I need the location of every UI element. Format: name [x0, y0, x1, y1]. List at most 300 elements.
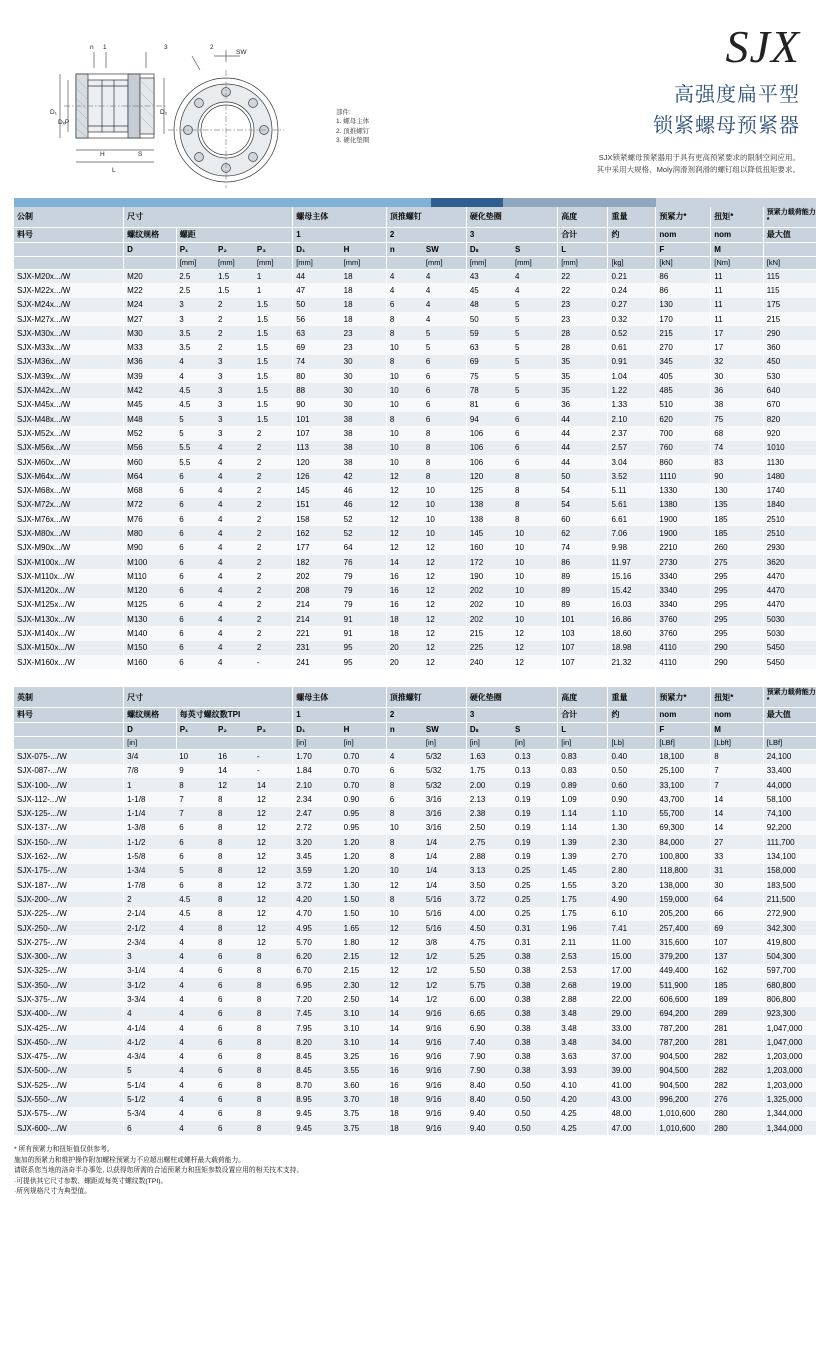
- table-cell: 405: [656, 369, 711, 383]
- table-cell: 107: [558, 641, 608, 655]
- table-cell: 3.48: [558, 1007, 608, 1021]
- metric-part-number: SJX-M90x.../W: [14, 541, 124, 555]
- table-cell: 806,800: [763, 992, 816, 1006]
- table-cell: 3.13: [466, 864, 512, 878]
- metric-sub-nom-m: nom: [711, 227, 764, 242]
- table-cell: 12: [386, 512, 423, 526]
- table-cell: 10: [423, 512, 466, 526]
- table-cell: M39: [124, 369, 177, 383]
- table-cell: 4.90: [608, 892, 656, 906]
- table-cell: 2.88: [558, 992, 608, 1006]
- table-cell: 2.34: [293, 792, 341, 806]
- table-cell: 7.90: [466, 1064, 512, 1078]
- table-row[interactable]: [14, 821, 816, 835]
- table-cell: 7.41: [608, 921, 656, 935]
- table-cell: 69: [466, 355, 512, 369]
- table-row[interactable]: [14, 978, 816, 992]
- drawing-label-2: 2: [210, 44, 214, 51]
- table-cell: 2: [124, 892, 177, 906]
- footnote-line: 请联系您当地的洛奇半办事处, 以获得您所需的合适预紧力和扭矩参数设置应用的相关技术支持。: [14, 1167, 304, 1175]
- table-row[interactable]: [14, 426, 816, 440]
- imperial-unit-F: [LBf]: [656, 736, 711, 749]
- table-cell: 12: [254, 835, 293, 849]
- table-row[interactable]: [14, 764, 816, 778]
- table-row[interactable]: [14, 469, 816, 483]
- imperial-part-number: SJX-600-.../W: [14, 1121, 124, 1135]
- table-cell: 1.70: [293, 749, 341, 763]
- table-cell: 100,800: [656, 849, 711, 863]
- table-cell: 44: [558, 441, 608, 455]
- table-cell: 6.00: [466, 992, 512, 1006]
- table-cell: 1.45: [558, 864, 608, 878]
- table-row[interactable]: [14, 298, 816, 312]
- table-cell: 276: [711, 1092, 764, 1106]
- table-cell: 208: [293, 584, 341, 598]
- table-cell: 39.00: [608, 1064, 656, 1078]
- table-cell: 8: [386, 849, 423, 863]
- table-cell: 8: [254, 1007, 293, 1021]
- table-row[interactable]: [14, 283, 816, 297]
- table-cell: 4.25: [558, 1107, 608, 1121]
- imperial-group-weight: 重量: [608, 687, 656, 707]
- table-cell: 4470: [763, 584, 816, 598]
- table-cell: 11: [711, 298, 764, 312]
- table-cell: 8.40: [466, 1078, 512, 1092]
- table-cell: 56: [293, 312, 341, 326]
- table-row[interactable]: [14, 1078, 816, 1092]
- table-cell: 6: [215, 1092, 254, 1106]
- table-cell: 1.30: [341, 878, 387, 892]
- drawing-label-sw: SW: [236, 49, 247, 56]
- table-cell: 3340: [656, 569, 711, 583]
- table-row[interactable]: [14, 641, 816, 655]
- table-cell: 202: [293, 569, 341, 583]
- table-cell: -: [254, 749, 293, 763]
- imperial-part-number: SJX-112-.../W: [14, 792, 124, 806]
- table-cell: 17.00: [608, 964, 656, 978]
- table-row[interactable]: [14, 569, 816, 583]
- table-cell: 1.84: [293, 764, 341, 778]
- table-row[interactable]: [14, 1050, 816, 1064]
- table-cell: 1/2: [423, 964, 466, 978]
- table-cell: 8: [215, 878, 254, 892]
- metric-group-weight: 重量: [608, 207, 656, 227]
- table-row[interactable]: [14, 1035, 816, 1049]
- metric-part-number: SJX-M125x.../W: [14, 598, 124, 612]
- table-cell: M56: [124, 441, 177, 455]
- table-cell: 3: [215, 426, 254, 440]
- imperial-part-number: SJX-450-.../W: [14, 1035, 124, 1049]
- table-cell: 4: [215, 441, 254, 455]
- table-cell: 10: [512, 584, 558, 598]
- table-cell: 1.10: [608, 807, 656, 821]
- imperial-unit-S: [in]: [512, 736, 558, 749]
- metric-part-number: SJX-M60x.../W: [14, 455, 124, 469]
- table-cell: 4.10: [558, 1078, 608, 1092]
- table-cell: 0.70: [341, 749, 387, 763]
- table-cell: 2210: [656, 541, 711, 555]
- table-cell: 7.95: [293, 1021, 341, 1035]
- imperial-sub-max: 最大值: [763, 707, 816, 722]
- table-cell: 6: [215, 1035, 254, 1049]
- table-cell: 694,200: [656, 1007, 711, 1021]
- table-cell: 14: [386, 992, 423, 1006]
- metric-symbol-n: n: [386, 242, 423, 256]
- table-cell: 10: [386, 340, 423, 354]
- table-row[interactable]: [14, 921, 816, 935]
- table-cell: 0.95: [341, 807, 387, 821]
- table-cell: 9/16: [423, 1021, 466, 1035]
- table-cell: 215: [763, 312, 816, 326]
- table-cell: 1.75: [558, 907, 608, 921]
- table-cell: 4: [215, 555, 254, 569]
- table-cell: 280: [711, 1107, 764, 1121]
- table-cell: 5/32: [423, 749, 466, 763]
- table-cell: 530: [763, 369, 816, 383]
- table-cell: 10: [386, 398, 423, 412]
- table-cell: 1,010,600: [656, 1107, 711, 1121]
- table-cell: 2.10: [293, 778, 341, 792]
- table-cell: 145: [293, 483, 341, 497]
- table-cell: 2.38: [466, 807, 512, 821]
- table-cell: 20: [386, 641, 423, 655]
- table-row[interactable]: [14, 1021, 816, 1035]
- table-cell: 3: [215, 383, 254, 397]
- table-cell: M120: [124, 584, 177, 598]
- table-cell: 8: [423, 426, 466, 440]
- table-cell: 0.19: [512, 821, 558, 835]
- table-cell: 1.20: [341, 849, 387, 863]
- table-cell: 50: [293, 298, 341, 312]
- table-cell: 485: [656, 383, 711, 397]
- table-cell: 7.40: [466, 1035, 512, 1049]
- imperial-group-torque: 扭矩*: [711, 687, 764, 707]
- table-cell: 282: [711, 1078, 764, 1092]
- table-row[interactable]: [14, 612, 816, 626]
- table-row[interactable]: [14, 992, 816, 1006]
- table-row[interactable]: [14, 269, 816, 283]
- table-row[interactable]: [14, 441, 816, 455]
- table-cell: 43.00: [608, 1092, 656, 1106]
- imperial-group-load-capacity: 预紧力载荷能力*: [763, 687, 816, 707]
- table-row[interactable]: [14, 498, 816, 512]
- table-row[interactable]: [14, 455, 816, 469]
- table-cell: 48.00: [608, 1107, 656, 1121]
- table-cell: 64: [711, 892, 764, 906]
- table-cell: 4.50: [466, 921, 512, 935]
- table-cell: 16: [215, 749, 254, 763]
- table-cell: 1-5/8: [124, 849, 177, 863]
- table-cell: M36: [124, 355, 177, 369]
- table-row[interactable]: [14, 792, 816, 806]
- table-cell: 860: [656, 455, 711, 469]
- table-cell: 2.13: [466, 792, 512, 806]
- table-cell: 12: [423, 612, 466, 626]
- table-cell: 511,900: [656, 978, 711, 992]
- table-cell: 9/16: [423, 1107, 466, 1121]
- table-cell: 4.20: [293, 892, 341, 906]
- table-cell: 12: [423, 541, 466, 555]
- table-cell: 18: [386, 1092, 423, 1106]
- table-cell: 8.45: [293, 1050, 341, 1064]
- table-cell: 1: [124, 778, 177, 792]
- table-cell: 2: [254, 483, 293, 497]
- table-cell: 79: [341, 584, 387, 598]
- table-row[interactable]: [14, 655, 816, 669]
- metric-symbol-D1: D₁: [293, 242, 341, 256]
- table-cell: 1.14: [558, 807, 608, 821]
- table-cell: 2.50: [341, 992, 387, 1006]
- table-cell: 345: [656, 355, 711, 369]
- table-cell: 1.50: [341, 892, 387, 906]
- imperial-symbol-n: n: [386, 722, 423, 736]
- table-row[interactable]: [14, 626, 816, 640]
- table-cell: 17: [711, 340, 764, 354]
- table-cell: 92,200: [763, 821, 816, 835]
- table-cell: 787,200: [656, 1021, 711, 1035]
- imperial-part-number: SJX-500-.../W: [14, 1064, 124, 1078]
- table-cell: 1.96: [558, 921, 608, 935]
- table-cell: 31: [711, 864, 764, 878]
- table-cell: 19.00: [608, 978, 656, 992]
- table-row[interactable]: [14, 555, 816, 569]
- table-row[interactable]: [14, 907, 816, 921]
- table-row[interactable]: [14, 512, 816, 526]
- table-cell: 2: [254, 498, 293, 512]
- table-row[interactable]: [14, 1064, 816, 1078]
- product-description-line-2: 其中采用大规格、Moly润滑剂润滑的螺钉组以降低扭矩要求。: [596, 165, 800, 174]
- table-cell: 12: [386, 498, 423, 512]
- metric-part-number: SJX-M36x.../W: [14, 355, 124, 369]
- table-row[interactable]: [14, 483, 816, 497]
- table-cell: 2.68: [558, 978, 608, 992]
- table-cell: 1,203,000: [763, 1050, 816, 1064]
- table-row[interactable]: [14, 835, 816, 849]
- drawing-label-n: n: [90, 44, 94, 51]
- metric-symbol-P2: P₂: [215, 242, 254, 256]
- table-cell: 0.32: [608, 312, 656, 326]
- table-cell: 54: [558, 483, 608, 497]
- table-cell: 0.38: [512, 978, 558, 992]
- table-cell: 1380: [656, 498, 711, 512]
- table-cell: 11.97: [608, 555, 656, 569]
- table-row[interactable]: [14, 778, 816, 792]
- metric-symbol-SW: SW: [423, 242, 466, 256]
- metric-header-units: [14, 256, 816, 269]
- table-cell: 0.19: [512, 792, 558, 806]
- table-cell: 0.50: [512, 1078, 558, 1092]
- table-cell: 41.00: [608, 1078, 656, 1092]
- table-cell: 95: [341, 655, 387, 669]
- table-cell: 241: [293, 655, 341, 669]
- table-row[interactable]: [14, 849, 816, 863]
- table-cell: 1.5: [254, 298, 293, 312]
- table-cell: 1,047,000: [763, 1035, 816, 1049]
- table-cell: 4: [215, 626, 254, 640]
- metric-part-number: SJX-M52x.../W: [14, 426, 124, 440]
- table-row[interactable]: [14, 1092, 816, 1106]
- table-cell: 12: [254, 849, 293, 863]
- table-cell: 289: [711, 1007, 764, 1021]
- table-cell: 6: [215, 1121, 254, 1135]
- table-row[interactable]: [14, 749, 816, 763]
- table-cell: 0.19: [512, 807, 558, 821]
- table-row[interactable]: [14, 340, 816, 354]
- table-row[interactable]: [14, 807, 816, 821]
- table-cell: 4: [215, 469, 254, 483]
- table-cell: 3/16: [423, 821, 466, 835]
- table-cell: 4: [176, 369, 215, 383]
- metric-part-number: SJX-M120x.../W: [14, 584, 124, 598]
- table-cell: 5.50: [466, 964, 512, 978]
- table-row[interactable]: [14, 1007, 816, 1021]
- table-cell: 162: [711, 964, 764, 978]
- table-row[interactable]: [14, 541, 816, 555]
- table-cell: 18: [386, 1107, 423, 1121]
- metric-header-groups: [14, 207, 816, 227]
- table-cell: 1.39: [558, 835, 608, 849]
- table-cell: 214: [293, 612, 341, 626]
- table-cell: 2: [254, 569, 293, 583]
- table-cell: 8: [386, 312, 423, 326]
- table-row[interactable]: [14, 878, 816, 892]
- table-cell: 4: [215, 526, 254, 540]
- table-row[interactable]: [14, 312, 816, 326]
- table-cell: 33.00: [608, 1021, 656, 1035]
- table-cell: 5: [512, 298, 558, 312]
- table-cell: 240: [466, 655, 512, 669]
- table-cell: 597,700: [763, 964, 816, 978]
- table-cell: 12: [386, 964, 423, 978]
- table-cell: 175: [763, 298, 816, 312]
- table-cell: 60: [558, 512, 608, 526]
- table-cell: 1.5: [254, 312, 293, 326]
- table-cell: 0.38: [512, 964, 558, 978]
- table-cell: 18: [341, 312, 387, 326]
- table-row[interactable]: [14, 355, 816, 369]
- table-cell: 44: [558, 426, 608, 440]
- table-cell: 10: [512, 555, 558, 569]
- metric-unit-max: [kN]: [763, 256, 816, 269]
- table-cell: 8: [215, 792, 254, 806]
- table-cell: 8: [254, 1107, 293, 1121]
- table-cell: 10: [386, 864, 423, 878]
- table-cell: 1480: [763, 469, 816, 483]
- imperial-sub-nom-m: nom: [711, 707, 764, 722]
- table-cell: 5030: [763, 612, 816, 626]
- drawing-label-d2: D₂: [160, 109, 168, 116]
- table-cell: 2: [254, 526, 293, 540]
- table-cell: 78: [466, 383, 512, 397]
- table-cell: 0.25: [512, 864, 558, 878]
- table-cell: 6: [512, 426, 558, 440]
- table-row[interactable]: [14, 864, 816, 878]
- metric-part-number: SJX-M56x.../W: [14, 441, 124, 455]
- imperial-part-number: SJX-137-.../W: [14, 821, 124, 835]
- table-cell: 2: [254, 641, 293, 655]
- table-cell: 9.40: [466, 1107, 512, 1121]
- imperial-part-number: SJX-350-.../W: [14, 978, 124, 992]
- table-cell: 202: [466, 584, 512, 598]
- table-cell: 44: [293, 269, 341, 283]
- table-cell: M27: [124, 312, 177, 326]
- imperial-corner-label: 英制: [14, 687, 124, 707]
- table-cell: 30: [711, 878, 764, 892]
- table-row[interactable]: [14, 949, 816, 963]
- table-cell: 419,800: [763, 935, 816, 949]
- imperial-symbol-M: M: [711, 722, 764, 736]
- table-cell: 2.15: [341, 964, 387, 978]
- imperial-part-number: SJX-325-.../W: [14, 964, 124, 978]
- table-row[interactable]: [14, 964, 816, 978]
- table-row[interactable]: [14, 398, 816, 412]
- table-cell: 38: [711, 398, 764, 412]
- table-row[interactable]: [14, 1121, 816, 1135]
- table-cell: 6: [215, 1078, 254, 1092]
- table-cell: 5.61: [608, 498, 656, 512]
- table-cell: M30: [124, 326, 177, 340]
- table-row[interactable]: [14, 935, 816, 949]
- table-cell: 158,000: [763, 864, 816, 878]
- table-cell: 12: [386, 935, 423, 949]
- metric-unit-blank: [14, 256, 124, 269]
- table-cell: 3.20: [608, 878, 656, 892]
- table-cell: 125: [466, 483, 512, 497]
- table-cell: 130: [711, 483, 764, 497]
- table-cell: 7: [711, 764, 764, 778]
- table-row[interactable]: [14, 526, 816, 540]
- table-row[interactable]: [14, 369, 816, 383]
- table-cell: M22: [124, 283, 177, 297]
- table-row[interactable]: [14, 1107, 816, 1121]
- metric-unit-F: [kN]: [656, 256, 711, 269]
- table-row[interactable]: [14, 412, 816, 426]
- table-cell: 5/16: [423, 907, 466, 921]
- table-cell: 10: [386, 441, 423, 455]
- table-cell: 10: [386, 369, 423, 383]
- imperial-part-number: SJX-100-.../W: [14, 778, 124, 792]
- table-cell: 4.5: [176, 383, 215, 397]
- table-cell: 101: [558, 612, 608, 626]
- table-cell: 17: [711, 326, 764, 340]
- table-cell: 1.5: [254, 412, 293, 426]
- table-cell: 4-3/4: [124, 1050, 177, 1064]
- table-cell: 904,500: [656, 1064, 711, 1078]
- table-cell: M80: [124, 526, 177, 540]
- table-cell: 281: [711, 1035, 764, 1049]
- table-cell: 1.20: [341, 835, 387, 849]
- metric-part-number: SJX-M33x.../W: [14, 340, 124, 354]
- table-row[interactable]: [14, 892, 816, 906]
- table-cell: 8: [711, 749, 764, 763]
- table-cell: 10: [512, 612, 558, 626]
- imperial-group-hardened-washer: 硬化垫圈: [466, 687, 557, 707]
- table-cell: 6: [215, 964, 254, 978]
- table-cell: 4: [423, 298, 466, 312]
- table-row[interactable]: [14, 584, 816, 598]
- table-row[interactable]: [14, 598, 816, 612]
- table-cell: 16: [386, 1050, 423, 1064]
- table-cell: 75: [711, 412, 764, 426]
- table-row[interactable]: [14, 383, 816, 397]
- table-row[interactable]: [14, 326, 816, 340]
- table-cell: 2: [254, 469, 293, 483]
- table-cell: 5.25: [466, 949, 512, 963]
- table-cell: 10: [176, 749, 215, 763]
- table-cell: 3760: [656, 626, 711, 640]
- table-cell: 0.40: [608, 749, 656, 763]
- table-cell: 1: [254, 269, 293, 283]
